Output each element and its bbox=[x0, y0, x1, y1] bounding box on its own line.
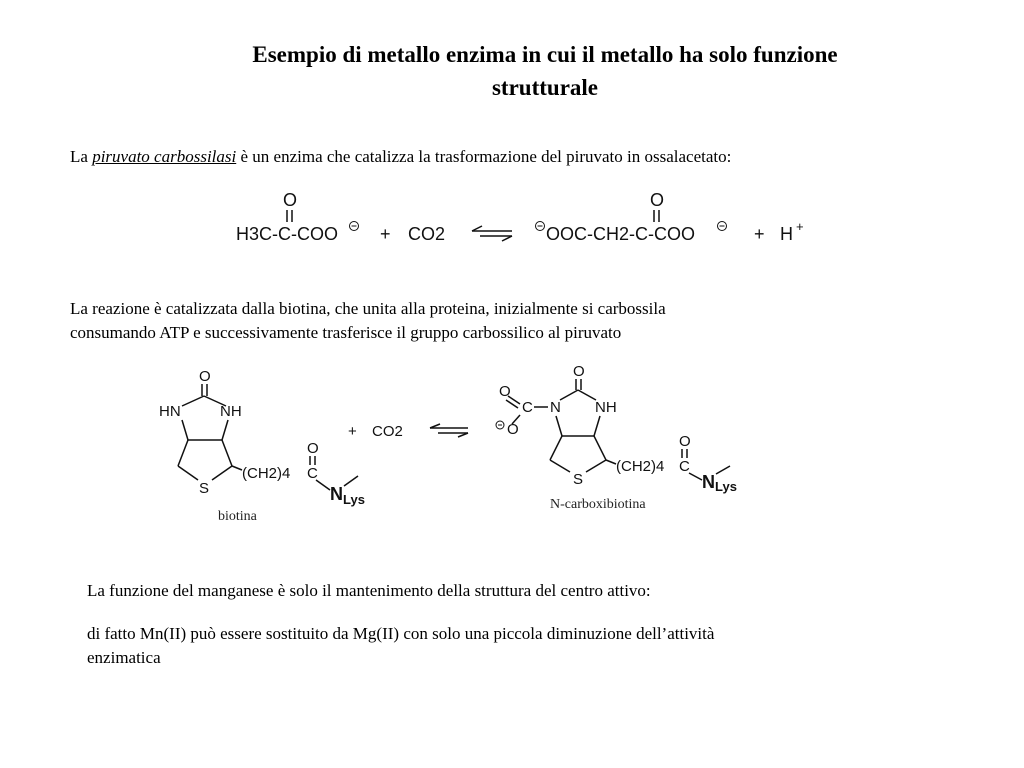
carboxybiotin-ureido-oxygen: O bbox=[573, 363, 585, 380]
carboxy-oxygen-1: O bbox=[499, 383, 511, 400]
carboxybiotin-lys-subscript: Lys bbox=[715, 479, 737, 494]
proton-charge: + bbox=[796, 219, 804, 234]
intro-suffix: è un enzima che catalizza la trasformazione del piruvato in ossalacetato: bbox=[236, 147, 732, 166]
equilibrium-arrow bbox=[472, 226, 512, 241]
carboxybiotin-sulfur: S bbox=[573, 471, 584, 488]
plus-sign-3: + bbox=[348, 423, 357, 440]
biotin-carboxylation-reaction bbox=[150, 362, 750, 527]
carboxybiotin-amide-oxygen: O bbox=[679, 433, 691, 450]
oxaloacetate-carbonyl-oxygen: O bbox=[650, 190, 665, 210]
intro-paragraph bbox=[70, 145, 1000, 169]
biotin-nh: NH bbox=[220, 403, 242, 420]
carboxybiotin-amide-carbon: C bbox=[679, 458, 690, 475]
carboxybiotin-label: N-carboxibiotina bbox=[550, 497, 646, 512]
biotin-hn: HN bbox=[159, 403, 181, 420]
co2-label: CO2 bbox=[408, 224, 446, 244]
carboxybiotin-chain: (CH2)4 bbox=[616, 458, 665, 475]
plus-sign-1: + bbox=[380, 224, 391, 244]
biotin-label: biotina bbox=[218, 509, 257, 524]
pyruvate-formula: H3C-C-COO bbox=[236, 224, 338, 244]
carboxybiotin-n-lys: N bbox=[702, 472, 715, 492]
proton-label: H bbox=[780, 224, 793, 244]
biotin-sulfur: S bbox=[199, 480, 210, 497]
substitution-paragraph-line-1: di fatto Mn(II) può essere sostituito da Mg(II) con solo una piccola diminuzione dell’attività bbox=[87, 624, 715, 643]
co2-label-2: CO2 bbox=[372, 423, 403, 440]
biotin-amide-oxygen: O bbox=[307, 440, 319, 457]
biotin-ureido-oxygen: O bbox=[199, 368, 211, 385]
substitution-paragraph-line-2: enzimatica bbox=[87, 648, 161, 667]
biotin-paragraph-line-1: La reazione è catalizzata dalla biotina, che unita alla proteina, inizialmente si carbossila bbox=[70, 299, 666, 318]
carboxybiotin-nh: NH bbox=[595, 399, 617, 416]
enzyme-name: piruvato carbossilasi bbox=[92, 147, 237, 166]
equilibrium-arrow-2 bbox=[430, 424, 468, 437]
biotin-structure bbox=[159, 368, 365, 524]
biotin-paragraph-line-2: consumando ATP e successivamente trasferisce il gruppo carbossilico al piruvato bbox=[70, 323, 622, 342]
carboxy-carbon: C bbox=[522, 399, 533, 416]
oxaloacetate-formula: OOC-CH2-C-COO bbox=[546, 224, 695, 244]
intro-prefix: La bbox=[70, 147, 93, 166]
title-line-1: Esempio di metallo enzima in cui il metallo ha solo funzione bbox=[252, 42, 838, 67]
biotin-paragraph bbox=[70, 297, 970, 345]
carboxy-oxygen-2: O bbox=[507, 421, 519, 438]
biotin-amide-carbon: C bbox=[307, 465, 318, 482]
biotin-n-lys: N bbox=[330, 484, 343, 504]
biotin-lys-subscript: Lys bbox=[343, 492, 365, 507]
carboxy-nitrogen: N bbox=[550, 399, 561, 416]
slide-title bbox=[150, 38, 940, 104]
carboxybiotin-structure bbox=[496, 363, 737, 512]
plus-sign-2: + bbox=[754, 224, 765, 244]
manganese-paragraph: La funzione del manganese è solo il mantenimento della struttura del centro attivo: bbox=[87, 581, 651, 600]
substitution-paragraph bbox=[87, 622, 987, 670]
biotin-chain: (CH2)4 bbox=[242, 465, 291, 482]
pyruvate-carbonyl-oxygen: O bbox=[283, 190, 298, 210]
title-line-2: strutturale bbox=[491, 75, 599, 100]
pyruvate-carboxylation-reaction bbox=[230, 190, 820, 250]
